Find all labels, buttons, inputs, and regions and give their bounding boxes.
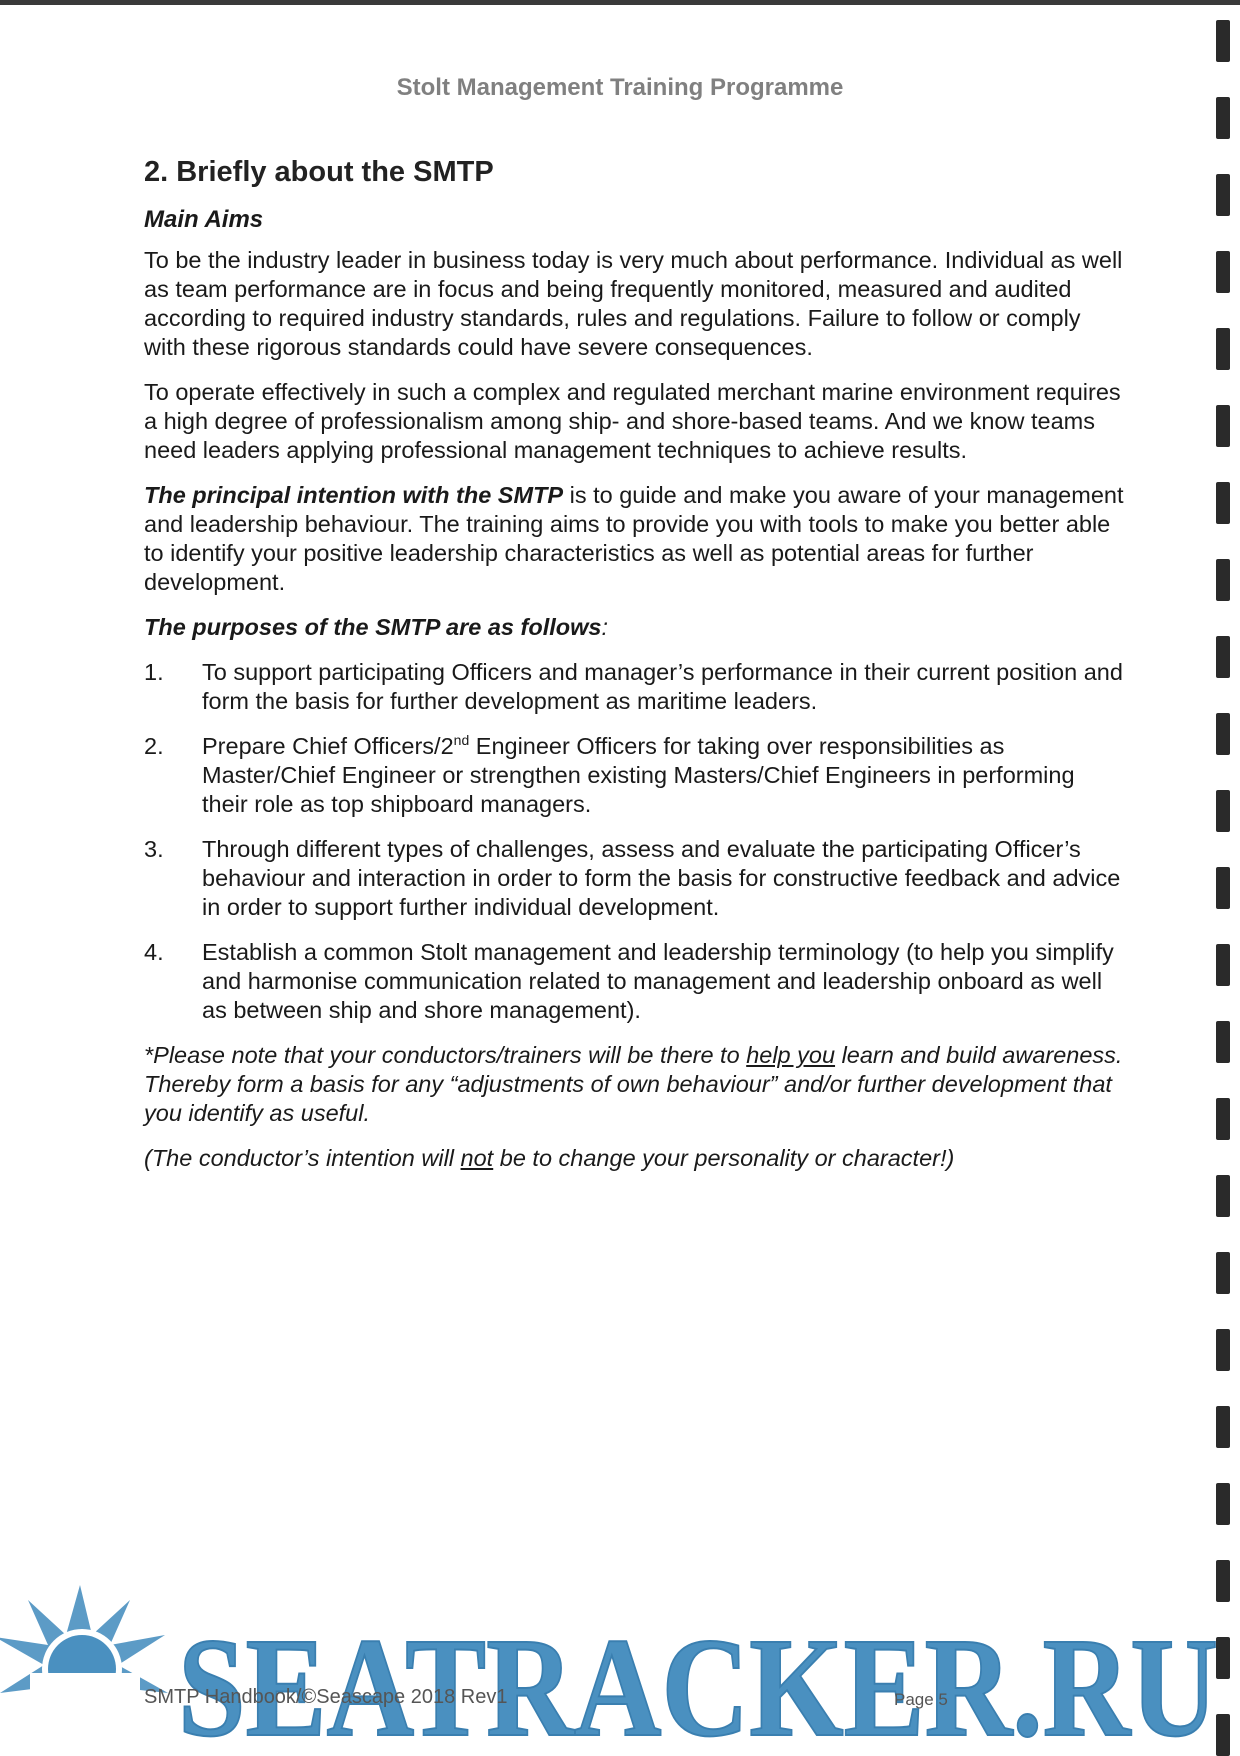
list-number: 4. (144, 939, 164, 965)
binding-hole (1216, 944, 1230, 986)
principal-intention-lead: The principal intention with the SMTP (144, 482, 564, 508)
list-item (144, 732, 1124, 819)
closing-underlined: not (460, 1145, 494, 1171)
list-text-part: Prepare Chief Officers/2 (202, 733, 454, 759)
list-number: 2. (144, 733, 164, 759)
closing-text: (The conductor’s intention will (144, 1145, 461, 1171)
main-content (144, 158, 1124, 1189)
binding-hole (1216, 636, 1230, 678)
principal-intention-text: is to guide and make you aware of your management and leadership behaviour. The training aims to provide you with tools to make you better able to identify your positive leadership characteristics as well as potential areas for further development. (144, 482, 1124, 595)
watermark-text: SEATRACKER.RU (178, 1608, 1218, 1753)
running-header: Stolt Management Training Programme (396, 74, 844, 101)
list-text (202, 732, 1124, 819)
list-text-part: Engineer Officers for taking over responsibilities as Master/Chief Engineer or strengthen existing Masters/Chief Engineers in performing their role as top shipboard managers. (202, 733, 1075, 817)
list-text: To support participating Officers and manager’s performance in their current position and form the basis for further development as maritime leaders. (202, 659, 1123, 714)
binding-hole (1216, 1098, 1230, 1140)
note-underlined: help you (746, 1042, 836, 1068)
paragraph: To be the industry leader in business today is very much about performance. Individual as well as team performance are in focus and being frequently monitored, measured and audited according to required industry standards, rules and regulations. Failure to follow or comply with these rigorous standards could have severe consequences. (144, 247, 1123, 360)
list-number: 1. (144, 659, 164, 685)
purposes-heading (144, 613, 1124, 642)
binding-hole (1216, 1252, 1230, 1294)
page-number: Page 5 (894, 1690, 948, 1709)
binding-hole (1216, 251, 1230, 293)
purposes-colon: : (601, 614, 608, 640)
binding-hole (1216, 405, 1230, 447)
binding-hole (1216, 1021, 1230, 1063)
list-item (144, 658, 1124, 716)
note-paragraph (144, 1041, 1124, 1128)
list-text: Through different types of challenges, assess and evaluate the participating Officer’s behaviour and interaction in order to form the basis for constructive feedback and advice in order to support further individual development. (202, 836, 1121, 920)
binding-hole (1216, 713, 1230, 755)
binding-hole (1216, 97, 1230, 139)
binding-hole (1216, 790, 1230, 832)
closing-text: be to change your personality or character!) (493, 1145, 955, 1171)
top-rule (0, 0, 1240, 5)
binding-hole (1216, 174, 1230, 216)
list-item (144, 938, 1124, 1025)
binding-hole (1216, 1329, 1230, 1371)
purposes-heading-text: The purposes of the SMTP are as follows (144, 614, 602, 640)
closing-paragraph (144, 1144, 1124, 1173)
spiral-binding (1208, 0, 1230, 1753)
binding-hole (1216, 1483, 1230, 1525)
note-text: *Please note that your conductors/trainers will be there to (144, 1042, 747, 1068)
paragraph: To operate effectively in such a complex and regulated merchant marine environment requires a high degree of professionalism among ship- and shore-based teams. And we know teams need leaders applying professional management techniques to achieve results. (144, 379, 1121, 463)
binding-hole (1216, 328, 1230, 370)
main-aims-subheading: Main Aims (144, 206, 264, 233)
list-item (144, 835, 1124, 922)
binding-hole (1216, 867, 1230, 909)
principal-intention-paragraph (144, 481, 1124, 597)
note-text: learn and build awareness. Thereby form a basis for any “adjustments of own behaviour” and/or further development that you identify as useful. (144, 1042, 1123, 1126)
list-number: 3. (144, 836, 164, 862)
sun-burst-icon (0, 1585, 168, 1753)
superscript: nd (453, 732, 470, 749)
footer-left: SMTP Handbook/©Seascape 2018 Rev1 (144, 1686, 508, 1708)
list-text: Establish a common Stolt management and leadership terminology (to help you simplify and harmonise communication related to management and leadership onboard as well as between ship and shore management). (202, 939, 1114, 1023)
seatracker-watermark (0, 1565, 1240, 1753)
binding-hole (1216, 1175, 1230, 1217)
section-heading: 2. Briefly about the SMTP (144, 156, 494, 188)
binding-hole (1216, 20, 1230, 62)
binding-hole (1216, 559, 1230, 601)
binding-hole (1216, 482, 1230, 524)
binding-hole (1216, 1406, 1230, 1448)
